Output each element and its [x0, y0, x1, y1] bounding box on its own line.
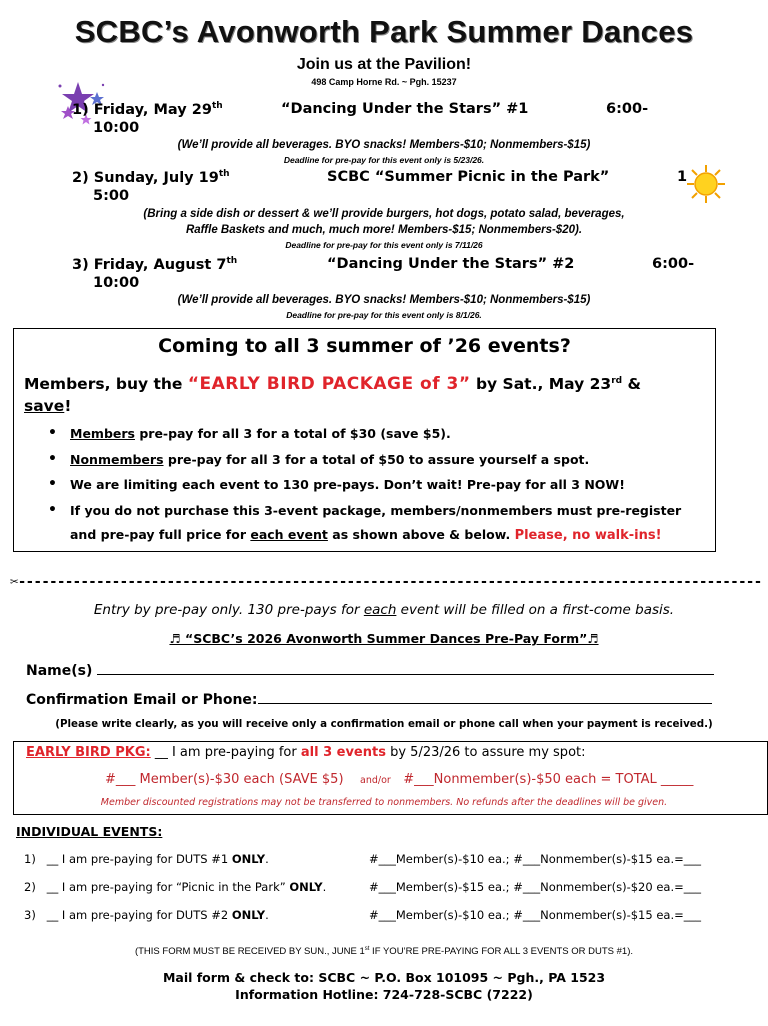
package-heading: Coming to all 3 summer of ’26 events? [158, 335, 571, 357]
event-3-time: 6:00- [652, 256, 695, 272]
event-2-note-2: Raffle Baskets and much, much more! Members-$15; Nonmembers-$20). [185, 224, 583, 236]
received-deadline: (THIS FORM MUST BE RECEIVED BY SUN., JUNE 1st IF YOU’RE PRE-PAYING FOR ALL 3 EVENTS OR DUTS #1). [134, 946, 634, 958]
package-offer: Members, buy the “EARLY BIRD PACKAGE of 3” by Sat., May 23rd & save! [24, 374, 642, 416]
event-2-line: 2) Sunday, July 19th [72, 169, 230, 186]
individual-row-3[interactable]: 3) __ I am pre-paying for DUTS #2 ONLY. [24, 908, 269, 922]
individual-row-2[interactable]: 2) __ I am pre-paying for “Picnic in the Park” ONLY. [24, 880, 327, 894]
event-3-name: “Dancing Under the Stars” #2 [327, 256, 575, 272]
event-3-time-end: 10:00 [93, 275, 140, 291]
event-1-time: 6:00- [606, 101, 649, 117]
join-line: Join us at the Pavilion! [296, 56, 472, 73]
event-2-note: (Bring a side dish or dessert & we’ll provide burgers, hot dogs, potato salad, beverages, [143, 208, 625, 220]
early-bird-disclaimer: Member discounted registrations may not be transferred to nonmembers. No refunds after the deadlines will be given. [100, 797, 668, 808]
mail-info [0, 969, 768, 1003]
event-1-day: Friday, May 29th [93, 101, 223, 118]
mail-address: Mail form & check to: SCBC ~ P.O. Box 101095 ~ Pgh., PA 1523 [162, 970, 606, 985]
event-2-deadline: Deadline for pre-pay for this event only is 7/11/26 [285, 240, 483, 250]
individual-events-title: INDIVIDUAL EVENTS: [16, 824, 163, 839]
page-title: SCBC’s Avonworth Park Summer Dances [74, 14, 694, 49]
event-3-day: Friday, August 7th [93, 256, 238, 273]
event-2-day: Sunday, July 19th [93, 169, 230, 186]
event-1-note: (We’ll provide all beverages. BYO snacks! Members-$10; Nonmembers-$15) [177, 139, 591, 151]
event-2-time: 1 [677, 169, 688, 185]
individual-row-1[interactable]: 1) __ I am pre-paying for DUTS #1 ONLY. [24, 852, 269, 866]
event-2-time-end: 5:00 [93, 188, 130, 204]
early-bird-line[interactable]: EARLY BIRD PKG: __ I am pre-paying for all 3 events by 5/23/26 to assure my spot: [26, 745, 586, 760]
event-3-note: (We’ll provide all beverages. BYO snacks! Members-$10; Nonmembers-$15) [177, 294, 591, 306]
form-title: ♬ “SCBC’s 2026 Avonworth Summer Dances Pre-Pay Form”♬ [169, 631, 599, 646]
entry-note: Entry by pre-pay only. 130 pre-pays for each event will be filled on a first-come basis. [93, 602, 675, 618]
individual-row-2-qty[interactable]: #___Member(s)-$15 ea.; #___Nonmember(s)-$20 ea.=___ [369, 880, 701, 894]
address-line: 498 Camp Horne Rd. ~ Pgh. 15237 [311, 77, 457, 87]
event-3-line: 3) Friday, August 7th [72, 256, 238, 273]
event-3-deadline: Deadline for pre-pay for this event only is 8/1/26. [286, 310, 482, 320]
early-bird-quantities[interactable]: #___ Member(s)-$30 each (SAVE $5) and/or #___Nonmember(s)-$50 each = TOTAL _____ [105, 772, 694, 787]
sun-icon [686, 164, 726, 204]
event-1-deadline: Deadline for pre-pay for this event only is 5/23/26. [283, 155, 485, 165]
event-2-name: SCBC “Summer Picnic in the Park” [327, 169, 610, 185]
name-field[interactable]: Name(s) [26, 660, 714, 679]
individual-row-3-qty[interactable]: #___Member(s)-$10 ea.; #___Nonmember(s)-$15 ea.=___ [369, 908, 701, 922]
event-1-name: “Dancing Under the Stars” #1 [281, 101, 529, 117]
contact-field[interactable]: Confirmation Email or Phone: [26, 689, 712, 708]
individual-row-1-qty[interactable]: #___Member(s)-$10 ea.; #___Nonmember(s)-$15 ea.=___ [369, 852, 701, 866]
event-1-line: 1) Friday, May 29th [72, 101, 223, 118]
event-1-time-end: 10:00 [93, 120, 140, 136]
hotline: Information Hotline: 724-728-SCBC (7222) [235, 987, 533, 1002]
scissors-icon: ✂ [10, 574, 18, 590]
cut-line: ✂----------------------------------------------------------------------------------------------- [10, 574, 762, 590]
write-clearly-note: (Please write clearly, as you will receive only a confirmation email or phone call when your payment is received.) [55, 718, 713, 730]
